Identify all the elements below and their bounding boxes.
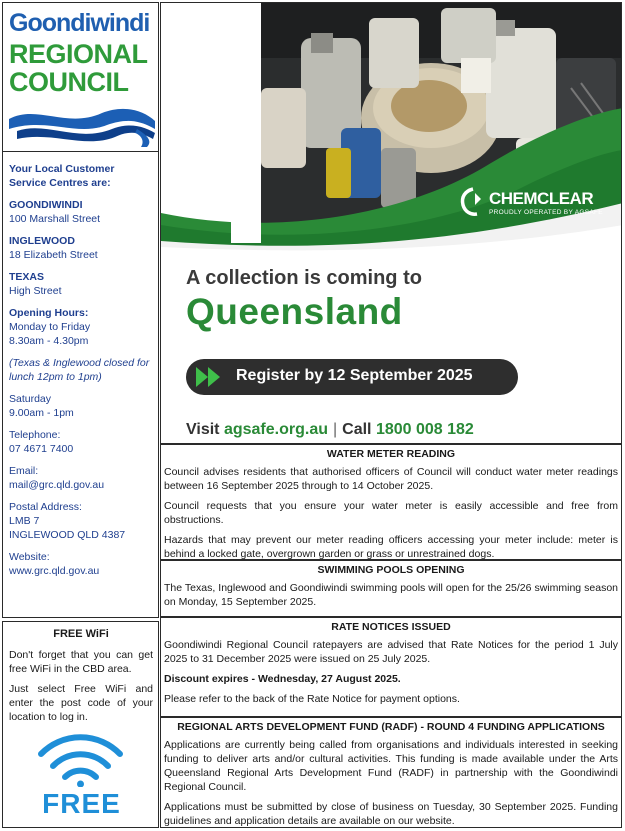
chemclear-subtitle: PROUDLY OPERATED BY AGSAFE — [489, 209, 603, 216]
contact-info — [2, 152, 159, 618]
goondiwindi-label: GOONDIWINDI — [9, 199, 83, 211]
inglewood-label: INGLEWOOD — [9, 235, 75, 247]
telephone-label: Telephone: — [9, 429, 61, 441]
centres-heading: Your Local Customer Service Centres are: — [9, 163, 115, 189]
swimming-pools-title: SWIMMING POOLS OPENING — [317, 564, 465, 576]
swimming-pools-notice — [160, 560, 622, 617]
radf-p2: Applications must be submitted by close of business on Tuesday, 30 September 2025. Funding guidelines and application details are available on our website. — [164, 801, 618, 827]
double-arrow-icon — [194, 365, 228, 389]
rate-notices-notice — [160, 617, 622, 717]
hours-label: Opening Hours: — [9, 307, 89, 319]
free-wifi-panel — [2, 621, 159, 828]
rate-notices-discount: Discount expires - Wednesday, 27 August 2025. — [164, 673, 401, 685]
visit-url-link[interactable]: agsafe.org.au — [223, 421, 328, 438]
call-label: Call — [342, 421, 372, 438]
logo-text-regional: REGIONAL — [9, 39, 148, 69]
call-number-link[interactable]: 1800 008 182 — [375, 421, 474, 438]
hours-days: Monday to Friday — [9, 321, 91, 333]
wifi-text-2: Just select Free WiFi and enter the post code of your location to log in. — [9, 683, 153, 723]
chemclear-advert — [160, 2, 622, 444]
logo-text-goondiwindi: Goondiwindi — [9, 9, 150, 37]
river-swoosh-icon — [7, 99, 157, 149]
radf-notice — [160, 717, 622, 828]
wifi-title: FREE WiFi — [53, 628, 109, 640]
visit-line — [186, 421, 474, 439]
hours-note: (Texas & Inglewood closed for lunch 12pm to 1pm) — [9, 357, 150, 383]
register-button[interactable] — [186, 359, 518, 395]
visit-separator: | — [332, 421, 338, 438]
wifi-text-1: Don't forget that you can get free WiFi in the CBD area. — [9, 649, 153, 675]
radf-title: REGIONAL ARTS DEVELOPMENT FUND (RADF) - ROUND 4 FUNDING APPLICATIONS — [177, 721, 605, 733]
saturday-times: 9.00am - 1pm — [9, 407, 74, 419]
left-column — [2, 2, 159, 828]
visit-label: Visit — [186, 421, 220, 438]
water-meter-notice — [160, 444, 622, 560]
water-meter-p1: Council advises residents that authorised officers of Council will conduct water meter readings between 16 September 2025 through to 14 October 2025. — [164, 466, 618, 492]
texas-label: TEXAS — [9, 271, 45, 283]
rate-notices-p3: Please refer to the back of the Rate Notice for payment options. — [164, 693, 460, 705]
radf-p1: Applications are currently being called from organisations and individuals interested in seeking funding to deliver arts and/or cultural activities. This funding is made available under the Arts Queensland Regional Arts Development Fund (RADF) in partnership with the Goondiwindi Regional Council. — [164, 739, 618, 793]
postal-line1: LMB 7 — [9, 515, 40, 527]
email-link[interactable]: mail@grc.qld.gov.au — [9, 479, 105, 491]
wifi-icon — [33, 732, 128, 787]
register-label: Register by 12 September 2025 — [236, 367, 473, 384]
chemclear-logo — [459, 187, 619, 221]
texas-address: High Street — [9, 285, 62, 297]
chemclear-mark-icon — [459, 187, 487, 217]
goondiwindi-address: 100 Marshall Street — [9, 213, 101, 225]
ad-headline: A collection is coming to — [186, 267, 422, 289]
email-label: Email: — [9, 465, 39, 477]
saturday-label: Saturday — [9, 393, 52, 405]
water-meter-title: WATER METER READING — [326, 448, 456, 460]
postal-label: Postal Address: — [9, 501, 82, 513]
postal-line2: INGLEWOOD QLD 4387 — [9, 529, 126, 541]
rate-notices-title: RATE NOTICES ISSUED — [331, 621, 451, 633]
logo-text-council: COUNCIL — [9, 67, 129, 97]
water-meter-p3: Hazards that may prevent our meter reading officers accessing your meter include: meter is behind a locked gate, overgrown garden or grass or unrestrained dogs. — [164, 534, 618, 560]
hours-times: 8.30am - 4.30pm — [9, 335, 89, 347]
rate-notices-p1: Goondiwindi Regional Council ratepayers are advised that Rate Notices for the period 1 July 2025 to 31 December 2025 were issued on 25 July 2025. — [164, 639, 618, 665]
ad-state: Queensland — [186, 291, 403, 332]
website-link[interactable]: www.grc.qld.gov.au — [9, 565, 100, 577]
chemclear-brand: CHEMCLEAR — [489, 189, 594, 208]
water-meter-p2: Council requests that you ensure your water meter is easily accessible and free from obstructions. — [164, 500, 618, 526]
wifi-free-label: FREE — [42, 788, 121, 819]
website-label: Website: — [9, 551, 50, 563]
inglewood-address: 18 Elizabeth Street — [9, 249, 98, 261]
swimming-pools-p1: The Texas, Inglewood and Goondiwindi swimming pools will open for the 25/26 swimming season on Monday, 15 September 2025. — [164, 582, 618, 608]
council-logo — [2, 2, 159, 152]
telephone-number[interactable]: 07 4671 7400 — [9, 443, 74, 455]
